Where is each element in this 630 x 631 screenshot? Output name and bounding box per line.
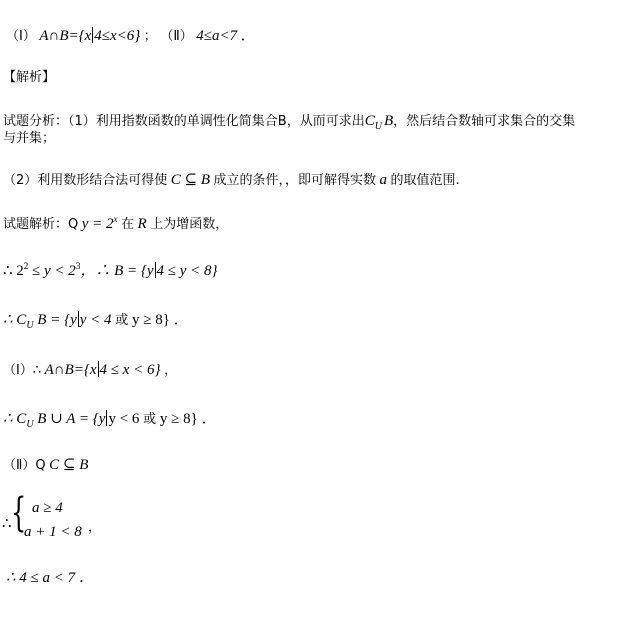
final-answer: ∴ 4 ≤ a < 7 ． [6, 570, 94, 586]
answer-part1-set: 4≤x<6} [94, 28, 141, 44]
step1-b-exp: 3 [75, 261, 81, 271]
step4-d: y ≥ 8} [159, 411, 198, 427]
step4-a: ∴ C [3, 411, 27, 427]
solution-intro [3, 216, 228, 233]
analysis-part2-mid: 成立的条件，，即可解得实数 [213, 173, 377, 188]
step2-d: y ≥ 8} [132, 312, 170, 328]
set-bar [78, 311, 79, 327]
analysis-part2-suffix: 的取值范围. [390, 173, 460, 188]
system-end: ， [88, 520, 102, 535]
analysis-part2-var: a [379, 172, 388, 188]
solution-step-3 [3, 361, 177, 379]
step3-end: ， [164, 363, 178, 378]
solution-intro-mid: 在 [121, 217, 135, 232]
answer-line [6, 27, 256, 45]
solution-intro-prefix: 试题解析：Q [3, 217, 79, 232]
step4-c: y < 6 [108, 411, 140, 427]
step5-expr: C ⊆ B [49, 457, 89, 473]
system-line-1: a ≥ 4 [32, 500, 63, 516]
answer-part1-expr: A∩B={x [39, 28, 92, 44]
analysis-part2-line [3, 172, 460, 189]
analysis-prefix: 试题分析：（1）利用指数函数的单调性化简集合B，从而可求出 [3, 114, 365, 129]
analysis-line-2: 与并集； [3, 131, 56, 146]
answer-part2-expr: 4≤a<7 [196, 28, 238, 44]
solution-intro-suffix: 上为增函数， [150, 217, 229, 232]
solution-intro-expr: y = 2 [81, 216, 114, 232]
step3-expr: A∩B={x [44, 362, 97, 378]
step4-b: B ∪ A = {y [37, 411, 106, 427]
solution-step-5 [3, 457, 88, 474]
analysis-suffix: ，然后结合数轴可求集合的交集 [393, 114, 576, 129]
step4-or: 或 [143, 412, 157, 427]
step1-a: ∴ 2 [3, 263, 24, 279]
step1-c: ，∴ B = {y [80, 263, 154, 279]
system-line-2: a + 1 < 8 [24, 524, 82, 540]
step1-d: 4 ≤ y < 8} [156, 263, 218, 279]
step3-set: 4 ≤ x < 6} [99, 362, 161, 378]
left-brace: { [11, 490, 27, 536]
solution-step-2 [3, 311, 189, 330]
step2-a: ∴ C [3, 312, 27, 328]
analysis-complement-set: B [383, 113, 394, 129]
step1-b: ≤ y < 2 [32, 263, 76, 279]
system-therefore: ∴ [2, 516, 12, 532]
answer-part1-label: （Ⅰ） [6, 29, 36, 44]
answer-separator: ； [143, 29, 157, 44]
answer-part2-label: （Ⅱ） [160, 29, 193, 44]
analysis-line-1 [3, 113, 575, 131]
step4-sub: U [26, 419, 34, 430]
analysis-part2-prefix: （2）利用数形结合法可得使 [3, 173, 168, 188]
answer-end: ． [240, 28, 256, 44]
step2-b: B = {y [37, 312, 77, 328]
step4-end: ． [201, 411, 217, 427]
set-bar [98, 361, 99, 377]
step2-end: ． [173, 312, 189, 328]
step2-c: y < 4 [79, 312, 112, 328]
solution-intro-R: R [137, 216, 147, 232]
section-title: 【解析】 [3, 70, 56, 85]
analysis-complement-sub: U [374, 121, 382, 132]
step2-sub: U [26, 320, 34, 331]
solution-step-4 [3, 410, 217, 429]
set-bar [155, 262, 156, 278]
step1-a-exp: 2 [23, 261, 29, 271]
inequality-system [2, 490, 142, 546]
solution-intro-exp: x [113, 214, 118, 224]
step2-or: 或 [115, 313, 129, 328]
step3-label: （Ⅰ）∴ [3, 363, 42, 378]
solution-step-1 [3, 262, 218, 280]
analysis-part2-expr: C ⊆ B [170, 172, 211, 188]
analysis-complement: C [364, 113, 375, 129]
step5-label: （Ⅱ）Q [3, 458, 46, 473]
